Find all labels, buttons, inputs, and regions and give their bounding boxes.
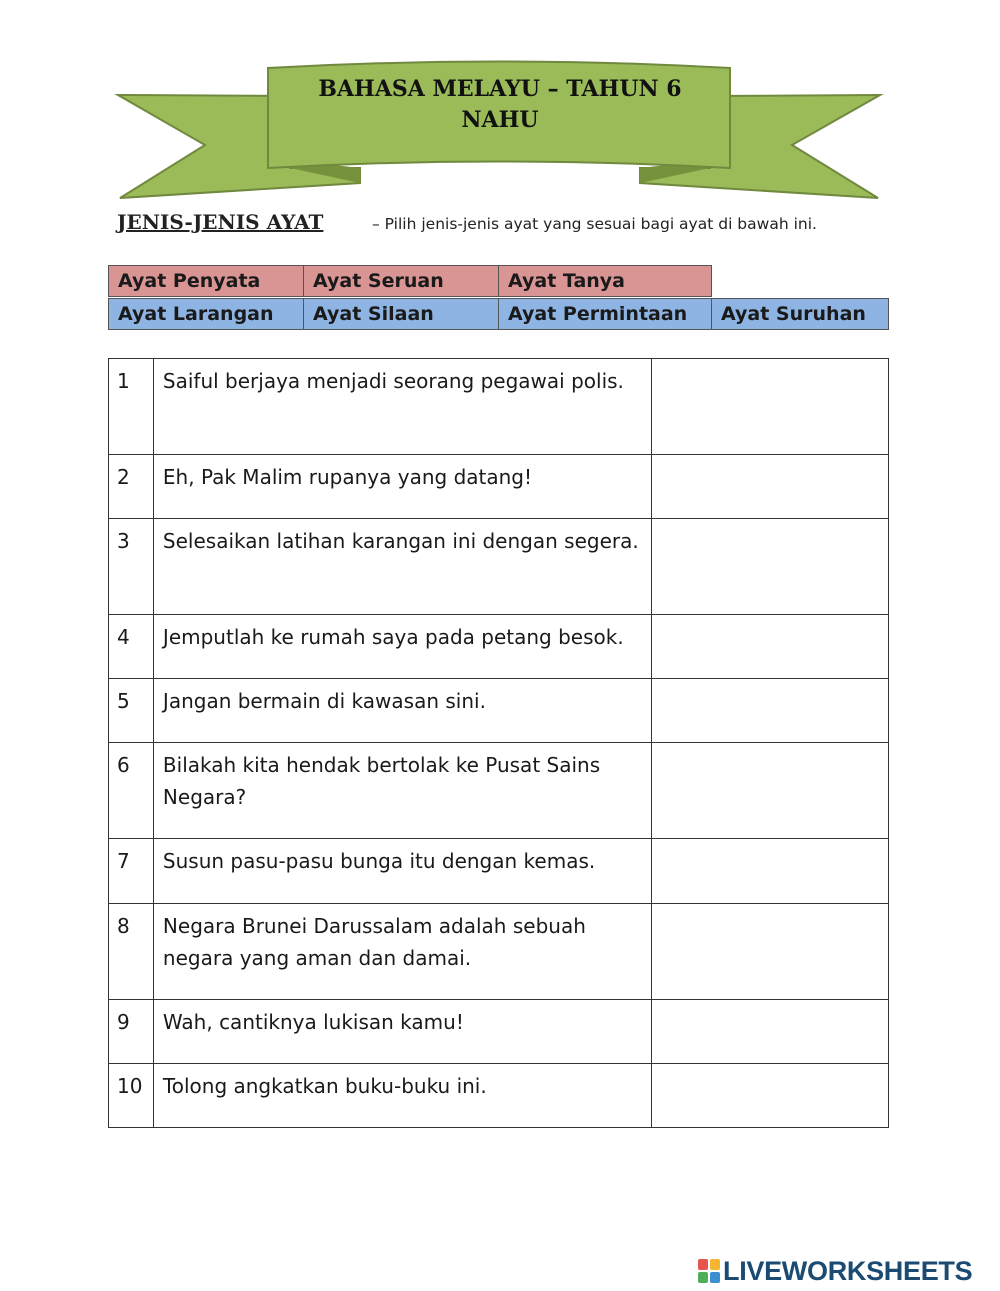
answer-drop-zone[interactable] <box>651 359 888 455</box>
answer-drop-zone[interactable] <box>651 679 888 743</box>
table-row <box>109 1064 889 1128</box>
question-number: 3 <box>109 519 154 615</box>
section-heading <box>117 210 897 240</box>
table-row <box>109 455 889 519</box>
table-row <box>109 1000 889 1064</box>
question-sentence: Jangan bermain di kawasan sini. <box>153 679 651 743</box>
answer-drop-zone[interactable] <box>651 1064 888 1128</box>
question-sentence: Wah, cantiknya lukisan kamu! <box>153 1000 651 1064</box>
table-row <box>109 839 889 904</box>
liveworksheets-brand: LIVEWORKSHEETS <box>723 1255 973 1286</box>
question-sentence: Saiful berjaya menjadi seorang pegawai polis. <box>153 359 651 455</box>
questions-table <box>108 358 889 1128</box>
question-number: 2 <box>109 455 154 519</box>
table-row <box>109 519 889 615</box>
question-sentence: Eh, Pak Malim rupanya yang datang! <box>153 455 651 519</box>
table-row <box>109 904 889 1000</box>
liveworksheets-logo <box>698 1254 972 1288</box>
table-row <box>109 679 889 743</box>
question-number: 9 <box>109 1000 154 1064</box>
option-ayat-penyata[interactable]: Ayat Penyata <box>108 265 304 297</box>
answer-drop-zone[interactable] <box>651 519 888 615</box>
liveworksheets-logo-icon <box>698 1259 720 1283</box>
title-banner <box>0 0 1000 210</box>
question-sentence: Negara Brunei Darussalam adalah sebuah negara yang aman dan damai. <box>153 904 651 1000</box>
option-ayat-silaan[interactable]: Ayat Silaan <box>303 298 499 330</box>
question-number: 6 <box>109 743 154 839</box>
question-sentence: Selesaikan latihan karangan ini dengan segera. <box>153 519 651 615</box>
answer-drop-zone[interactable] <box>651 743 888 839</box>
answer-drop-zone[interactable] <box>651 839 888 904</box>
answer-drop-zone[interactable] <box>651 455 888 519</box>
instruction-text: – Pilih jenis-jenis ayat yang sesuai bagi ayat di bawah ini. <box>372 215 817 233</box>
question-sentence: Susun pasu-pasu bunga itu dengan kemas. <box>153 839 651 904</box>
question-number: 1 <box>109 359 154 455</box>
question-sentence: Bilakah kita hendak bertolak ke Pusat Sains Negara? <box>153 743 651 839</box>
banner-line2: NAHU <box>461 107 539 133</box>
question-sentence: Jemputlah ke rumah saya pada petang besok. <box>153 615 651 679</box>
question-number: 4 <box>109 615 154 679</box>
section-title: JENIS-JENIS AYAT <box>117 210 324 234</box>
answer-drop-zone[interactable] <box>651 615 888 679</box>
option-ayat-seruan[interactable]: Ayat Seruan <box>303 265 499 297</box>
banner-title <box>270 74 730 136</box>
question-number: 7 <box>109 839 154 904</box>
answer-drop-zone[interactable] <box>651 1000 888 1064</box>
answer-drop-zone[interactable] <box>651 904 888 1000</box>
question-sentence: Tolong angkatkan buku-buku ini. <box>153 1064 651 1128</box>
option-ayat-larangan[interactable]: Ayat Larangan <box>108 298 304 330</box>
question-number: 8 <box>109 904 154 1000</box>
option-ayat-suruhan[interactable]: Ayat Suruhan <box>711 298 889 330</box>
question-number: 5 <box>109 679 154 743</box>
option-ayat-tanya[interactable]: Ayat Tanya <box>498 265 712 297</box>
banner-line1: BAHASA MELAYU – TAHUN 6 <box>318 76 682 102</box>
question-number: 10 <box>109 1064 154 1128</box>
table-row <box>109 359 889 455</box>
table-row <box>109 743 889 839</box>
option-ayat-permintaan[interactable]: Ayat Permintaan <box>498 298 712 330</box>
table-row <box>109 615 889 679</box>
